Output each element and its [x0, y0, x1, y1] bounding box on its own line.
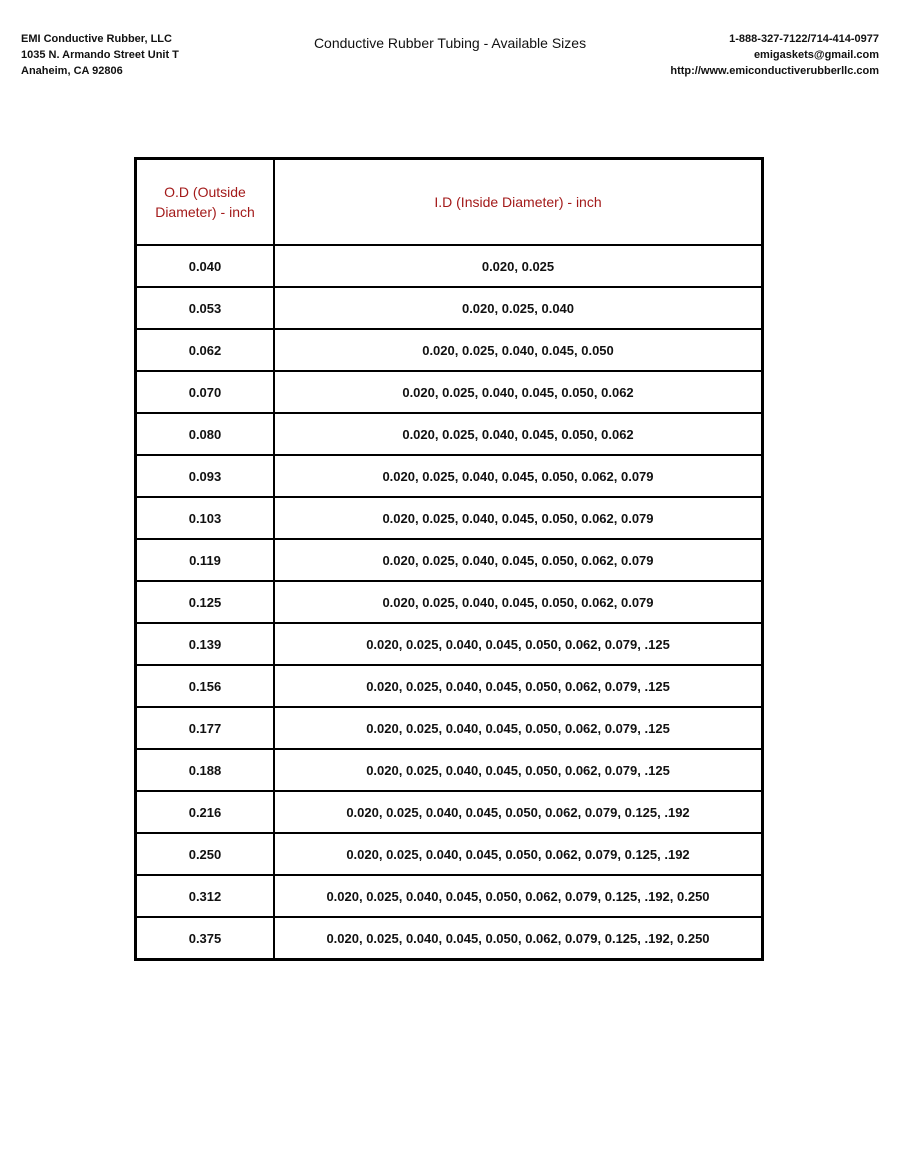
id-cell: 0.020, 0.025, 0.040, 0.045, 0.050, 0.062, 0.079, .125 [274, 707, 763, 749]
table-row [136, 287, 763, 329]
table-row [136, 749, 763, 791]
table-row [136, 875, 763, 917]
od-cell: 0.375 [136, 917, 275, 960]
id-cell: 0.020, 0.025, 0.040, 0.045, 0.050, 0.062 [274, 413, 763, 455]
id-cell: 0.020, 0.025, 0.040, 0.045, 0.050, 0.062, 0.079 [274, 455, 763, 497]
id-cell: 0.020, 0.025, 0.040, 0.045, 0.050, 0.062, 0.079, 0.125, .192, 0.250 [274, 917, 763, 960]
id-cell: 0.020, 0.025, 0.040, 0.045, 0.050, 0.062, 0.079 [274, 539, 763, 581]
table-row [136, 665, 763, 707]
od-cell: 0.040 [136, 245, 275, 287]
id-cell: 0.020, 0.025, 0.040, 0.045, 0.050, 0.062, 0.079, 0.125, .192 [274, 791, 763, 833]
od-cell: 0.188 [136, 749, 275, 791]
table-header-row [136, 159, 763, 246]
table-row [136, 707, 763, 749]
od-cell: 0.250 [136, 833, 275, 875]
company-name: EMI Conductive Rubber, LLC [21, 33, 172, 45]
od-cell: 0.053 [136, 287, 275, 329]
table-row [136, 833, 763, 875]
id-cell: 0.020, 0.025, 0.040, 0.045, 0.050, 0.062, 0.079, 0.125, .192 [274, 833, 763, 875]
street-address: 1035 N. Armando Street Unit T [21, 49, 179, 61]
id-cell: 0.020, 0.025, 0.040, 0.045, 0.050 [274, 329, 763, 371]
od-cell: 0.119 [136, 539, 275, 581]
od-cell: 0.070 [136, 371, 275, 413]
table-row [136, 539, 763, 581]
od-column-header: O.D (Outside Diameter) - inch [136, 159, 275, 246]
od-cell: 0.093 [136, 455, 275, 497]
id-cell: 0.020, 0.025, 0.040, 0.045, 0.050, 0.062, 0.079, 0.125, .192, 0.250 [274, 875, 763, 917]
table-row [136, 497, 763, 539]
table-body [136, 245, 763, 960]
od-cell: 0.125 [136, 581, 275, 623]
id-cell: 0.020, 0.025, 0.040, 0.045, 0.050, 0.062, 0.079, .125 [274, 665, 763, 707]
od-cell: 0.216 [136, 791, 275, 833]
page-title: Conductive Rubber Tubing - Available Sizes [313, 35, 587, 51]
id-cell: 0.020, 0.025 [274, 245, 763, 287]
table-row [136, 455, 763, 497]
phone-numbers: 1-888-327-7122/714-414-0977 [729, 33, 879, 45]
id-cell: 0.020, 0.025, 0.040, 0.045, 0.050, 0.062, 0.079, .125 [274, 749, 763, 791]
website-url: http://www.emiconductiverubberllc.com [670, 65, 879, 77]
table-row [136, 413, 763, 455]
city-state-zip: Anaheim, CA 92806 [21, 65, 123, 77]
od-cell: 0.312 [136, 875, 275, 917]
table-row [136, 917, 763, 960]
table-row [136, 245, 763, 287]
od-cell: 0.156 [136, 665, 275, 707]
id-cell: 0.020, 0.025, 0.040, 0.045, 0.050, 0.062, 0.079 [274, 497, 763, 539]
table-row [136, 623, 763, 665]
id-cell: 0.020, 0.025, 0.040 [274, 287, 763, 329]
tubing-sizes-table [134, 157, 764, 961]
contact-info [670, 31, 879, 79]
id-cell: 0.020, 0.025, 0.040, 0.045, 0.050, 0.062, 0.079 [274, 581, 763, 623]
od-cell: 0.103 [136, 497, 275, 539]
od-cell: 0.139 [136, 623, 275, 665]
email-address: emigaskets@gmail.com [753, 49, 879, 61]
table-row [136, 371, 763, 413]
table-row [136, 329, 763, 371]
od-cell: 0.062 [136, 329, 275, 371]
id-cell: 0.020, 0.025, 0.040, 0.045, 0.050, 0.062, 0.079, .125 [274, 623, 763, 665]
od-cell: 0.177 [136, 707, 275, 749]
table-row [136, 581, 763, 623]
id-cell: 0.020, 0.025, 0.040, 0.045, 0.050, 0.062 [274, 371, 763, 413]
id-column-header: I.D (Inside Diameter) - inch [274, 159, 763, 246]
od-cell: 0.080 [136, 413, 275, 455]
table-row [136, 791, 763, 833]
